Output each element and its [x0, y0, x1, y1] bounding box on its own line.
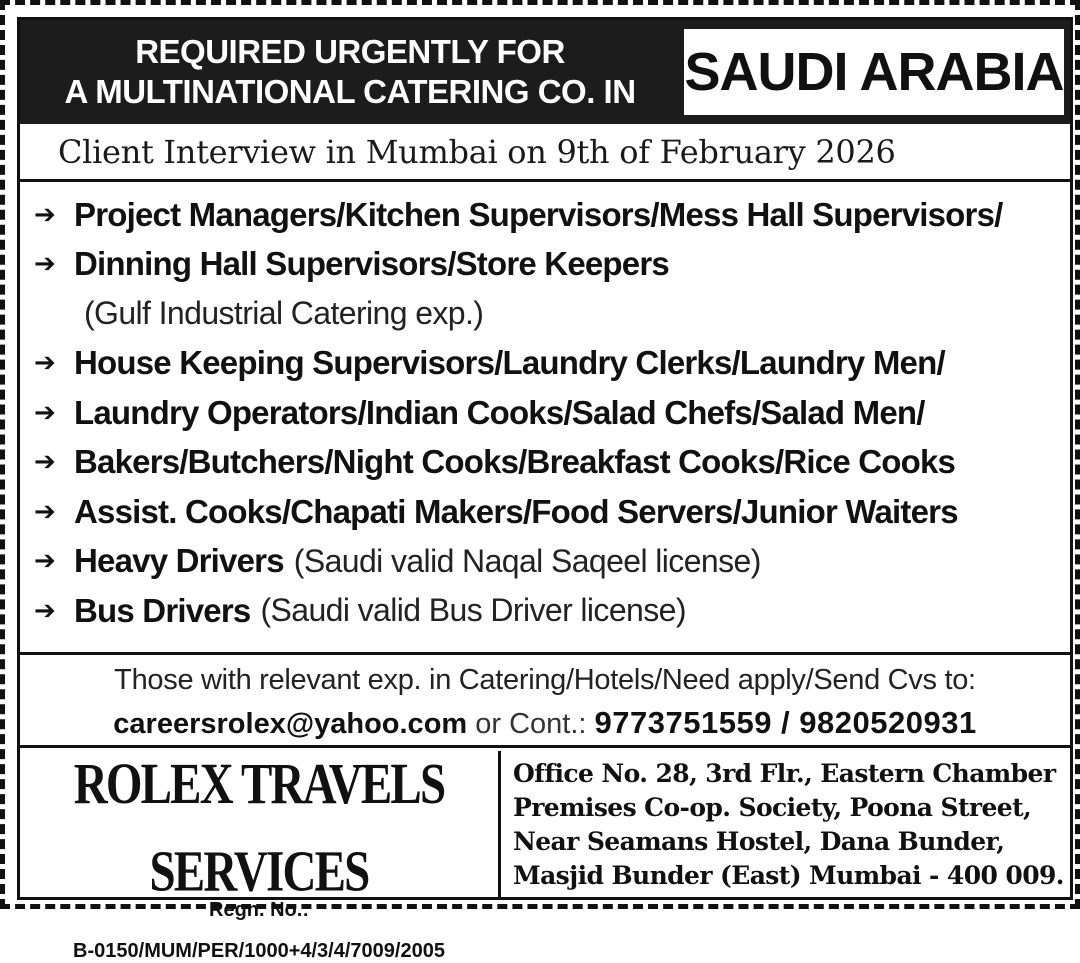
- license-note: (Saudi valid Bus Driver license): [260, 592, 686, 629]
- arrow-right-icon: ➔: [34, 595, 56, 626]
- position-title: Laundry Operators/Indian Cooks/Salad Chefs/Salad Men/: [74, 393, 925, 431]
- position-item: [20, 339, 1070, 389]
- arrow-right-icon: ➔: [34, 397, 56, 428]
- position-item: [20, 438, 1070, 488]
- header-banner: [20, 20, 1070, 124]
- position-subnote: [20, 289, 1070, 339]
- position-item: [20, 190, 1070, 240]
- address-line: Masjid Bunder (East) Mumbai - 400 009.: [513, 861, 1064, 890]
- registration-label: Regn. No.:: [209, 899, 309, 921]
- email-link[interactable]: careersrolex@yahoo.com: [113, 708, 468, 740]
- position-title: Dinning Hall Supervisors/Store Keepers: [74, 245, 669, 283]
- apply-instructions: Those with relevant exp. in Catering/Hotels/Need apply/Send Cvs to:: [114, 664, 976, 696]
- license-note: (Saudi valid Naqal Saqeel license): [293, 542, 761, 579]
- company-block: [20, 751, 498, 962]
- position-title: Assist. Cooks/Chapati Makers/Food Servers/Junior Waiters: [74, 492, 958, 530]
- position-item: [20, 240, 1070, 290]
- arrow-right-icon: ➔: [34, 496, 56, 527]
- interview-notice: Client Interview in Mumbai on 9th of February 2026: [20, 124, 1070, 182]
- position-title: Heavy Drivers: [74, 542, 284, 580]
- position-item: [20, 537, 1070, 587]
- position-title: Project Managers/Kitchen Supervisors/Mess Hall Supervisors/: [74, 195, 1003, 233]
- ad-frame: [17, 17, 1073, 962]
- arrow-right-icon: ➔: [34, 546, 56, 577]
- footer: [20, 751, 1070, 962]
- phone-numbers[interactable]: 9773751559 / 9820520931: [594, 705, 977, 740]
- position-title: Bakers/Butchers/Night Cooks/Breakfast Cooks/Rice Cooks: [74, 443, 956, 481]
- arrow-right-icon: ➔: [34, 447, 56, 478]
- office-address: [513, 757, 1073, 893]
- arrow-right-icon: ➔: [34, 199, 56, 230]
- position-item: [20, 487, 1070, 537]
- header-line-1: REQUIRED URGENTLY FOR: [135, 33, 565, 70]
- address-line: Premises Co-op. Society, Poona Street,: [513, 793, 1032, 822]
- or-contact-label: or Cont.:: [475, 708, 587, 740]
- positions-list: [20, 190, 1070, 636]
- company-name: ROLEX TRAVELS SERVICES: [73, 751, 445, 904]
- arrow-right-icon: ➔: [34, 249, 56, 280]
- country-label: SAUDI ARABIA: [684, 29, 1064, 115]
- registration-number: B-0150/MUM/PER/1000+4/3/4/7009/2005: [73, 940, 445, 962]
- header-headline: [20, 20, 680, 124]
- experience-note: (Gulf Industrial Catering exp.): [84, 295, 484, 332]
- address-line: Office No. 28, 3rd Flr., Eastern Chamber: [513, 759, 1056, 788]
- position-title: House Keeping Supervisors/Laundry Clerks/Laundry Men/: [74, 344, 945, 382]
- header-line-2: A MULTINATIONAL CATERING CO. IN: [64, 73, 636, 110]
- address-line: Near Seamans Hostel, Dana Bunder,: [513, 827, 1005, 856]
- position-item: [20, 586, 1070, 636]
- position-title: Bus Drivers: [74, 591, 251, 629]
- position-item: [20, 388, 1070, 438]
- arrow-right-icon: ➔: [34, 348, 56, 379]
- footer-divider: [498, 751, 501, 897]
